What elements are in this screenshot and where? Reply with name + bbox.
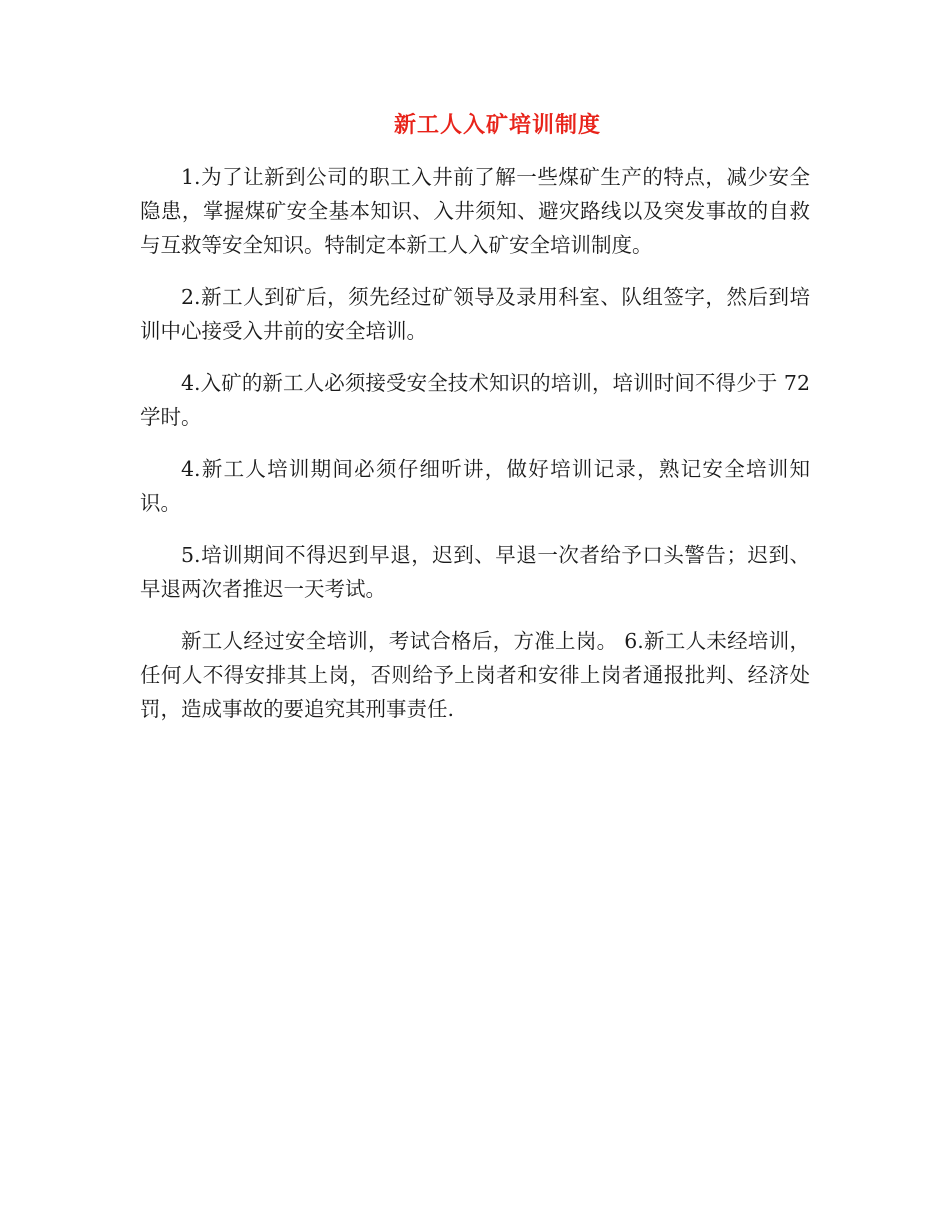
paragraph-2: 2.新工人到矿后，须先经过矿领导及录用科室、队组签字，然后到培训中心接受入井前的安全培训。 <box>140 285 810 343</box>
paragraph-3: 4.入矿的新工人必须接受安全技术知识的培训，培训时间不得少于 72 学时。 <box>140 371 810 429</box>
paragraph-4: 4.新工人培训期间必须仔细听讲，做好培训记录，熟记安全培训知识。 <box>140 457 810 515</box>
paragraph-1: 1.为了让新到公司的职工入井前了解一些煤矿生产的特点，减少安全隐患，掌握煤矿安全基本知识、入井须知、避灾路线以及突发事故的自救与互救等安全知识。特制定本新工人入矿安全培训制度。 <box>140 165 810 257</box>
document-body <box>140 160 810 744</box>
document-title: 新工人入矿培训制度 <box>393 113 601 138</box>
paragraph-5: 5.培训期间不得迟到早退，迟到、早退一次者给予口头警告；迟到、早退两次者推迟一天考试。 <box>140 543 810 601</box>
paragraph-6: 新工人经过安全培训，考试合格后，方准上岗。 6.新工人未经培训，任何人不得安排其上岗，否则给予上岗者和安徘上岗者通报批判、经济处罚，造成事故的要追究其刑事责任. <box>140 629 810 721</box>
